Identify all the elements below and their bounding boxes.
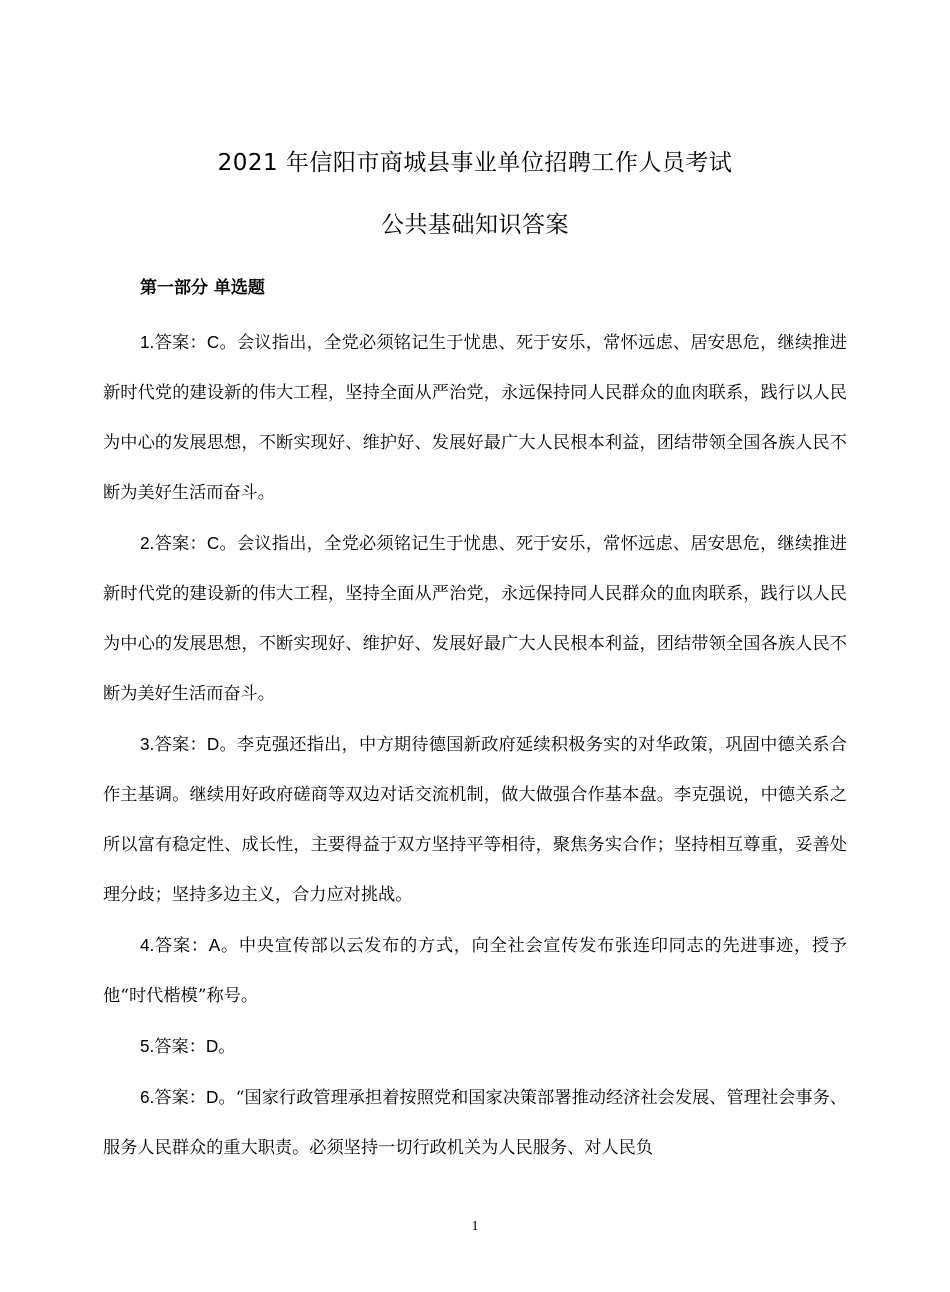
answer-prefix: 2.答案：C。	[140, 533, 237, 553]
answer-item-1	[103, 317, 847, 518]
answer-text: 会议指出，全党必须铭记生于忧患、死于安乐，常怀远虑、居安思危，继续推进新时代党的建设新的伟大工程，坚持全面从严治党，永远保持同人民群众的血肉联系，践行以人民为中心的发展思想，不断实现好、维护好、发展好最广大人民根本利益，团结带领全国各族人民不断为美好生活而奋斗。	[103, 534, 847, 704]
answer-prefix: 4.答案：A。	[140, 935, 239, 955]
page-number: 1	[471, 1219, 479, 1234]
answer-item-5	[103, 1021, 847, 1072]
answer-item-6	[103, 1072, 847, 1173]
document-title: 2021 年信阳市商城县事业单位招聘工作人员考试	[217, 150, 733, 176]
section-heading: 第一部分 单选题	[140, 278, 265, 298]
answer-prefix: 6.答案：D。	[140, 1087, 236, 1107]
answer-prefix: 5.答案：D。	[140, 1036, 236, 1056]
answer-prefix: 3.答案：D。	[140, 734, 237, 754]
answer-list	[103, 317, 847, 1173]
answer-item-2	[103, 518, 847, 719]
answer-text: 中央宣传部以云发布的方式，向全社会宣传发布张连印同志的先进事迹，授予他“时代楷模”称号。	[103, 936, 847, 1006]
answer-item-4	[103, 920, 847, 1021]
document-subtitle: 公共基础知识答案	[381, 212, 569, 238]
answer-text: “国家行政管理承担着按照党和国家决策部署推动经济社会发展、管理社会事务、服务人民群众的重大职责。必须坚持一切行政机关为人民服务、对人民负	[103, 1088, 847, 1158]
answer-text: 李克强还指出，中方期待德国新政府延续积极务实的对华政策，巩固中德关系合作主基调。继续用好政府磋商等双边对话交流机制，做大做强合作基本盘。李克强说，中德关系之所以富有稳定性、成长性，主要得益于双方坚持平等相待，聚焦务实合作；坚持相互尊重，妥善处理分歧；坚持多边主义，合力应对挑战。	[103, 735, 847, 905]
answer-item-3	[103, 719, 847, 920]
answer-prefix: 1.答案：C。	[140, 332, 237, 352]
answer-text: 会议指出，全党必须铭记生于忧患、死于安乐，常怀远虑、居安思危，继续推进新时代党的建设新的伟大工程，坚持全面从严治党，永远保持同人民群众的血肉联系，践行以人民为中心的发展思想，不断实现好、维护好、发展好最广大人民根本利益，团结带领全国各族人民不断为美好生活而奋斗。	[103, 333, 847, 503]
